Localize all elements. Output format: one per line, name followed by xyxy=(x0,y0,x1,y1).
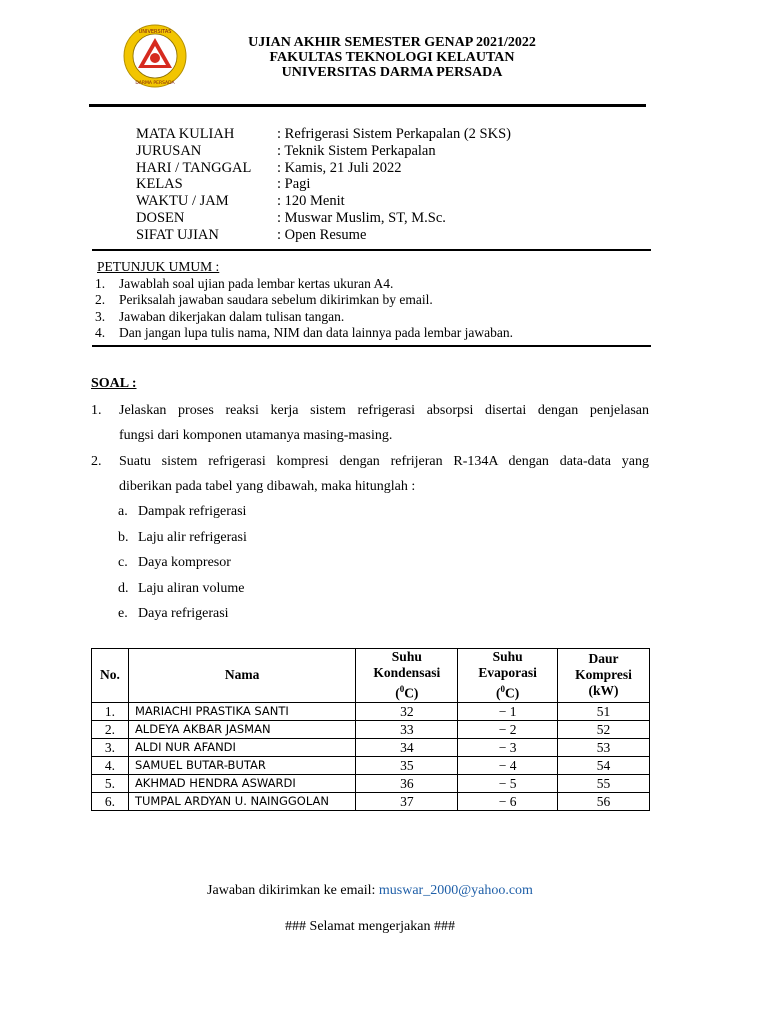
cell-nama: ALDEYA AKBAR JASMAN xyxy=(128,720,355,738)
header-kondensasi xyxy=(356,649,458,703)
header-nama: Nama xyxy=(128,649,355,703)
table-row xyxy=(92,774,650,792)
sub-question xyxy=(118,530,247,546)
instructions-top-rule xyxy=(92,249,651,251)
info-value: : Muswar Muslim, ST, M.Sc. xyxy=(277,209,446,226)
unit-open: ( xyxy=(496,685,501,701)
cell-no: 3. xyxy=(92,738,129,756)
cell-kondensasi: 37 xyxy=(356,792,458,810)
cell-kondensasi: 34 xyxy=(356,738,458,756)
info-label: DOSEN xyxy=(136,209,185,226)
info-value: : Open Resume xyxy=(277,226,367,243)
general-instructions xyxy=(97,259,513,342)
sub-question xyxy=(118,555,231,571)
closing-text: ### Selamat mengerjakan ### xyxy=(285,919,455,934)
info-value: : Pagi xyxy=(277,176,311,193)
info-row xyxy=(136,176,511,193)
questions-title: SOAL : xyxy=(91,376,137,391)
header-no: No. xyxy=(92,649,129,703)
email-instruction xyxy=(0,883,740,899)
info-row xyxy=(136,193,511,210)
header-divider xyxy=(89,104,646,107)
instruction-text: Jawablah soal ujian pada lembar kertas ukuran A4. xyxy=(119,275,394,291)
table-row xyxy=(92,756,650,774)
instruction-item xyxy=(95,292,513,309)
cell-evaporasi: − 2 xyxy=(458,720,558,738)
header-kondensasi-line-2: Kondensasi xyxy=(373,665,441,680)
header-evaporasi-unit xyxy=(458,681,557,702)
cell-daur: 53 xyxy=(558,738,650,756)
table-header-row xyxy=(92,649,650,703)
cell-evaporasi: − 4 xyxy=(458,756,558,774)
info-label: MATA KULIAH xyxy=(136,126,235,142)
sub-letter: c. xyxy=(118,555,128,570)
info-label: WAKTU / JAM xyxy=(136,193,229,210)
question-text-line-1: Suatu sistem refrigerasi kompresi dengan refrijeran R-134A dengan data-data yang xyxy=(119,454,649,469)
question-text-line-1: Jelaskan proses reaksi kerja sistem refrigerasi absorpsi disertai dengan penjelasan xyxy=(119,403,649,418)
info-row xyxy=(136,143,511,160)
sub-text: Laju aliran volume xyxy=(138,581,245,596)
sub-letter: b. xyxy=(118,530,129,545)
cell-evaporasi: − 1 xyxy=(458,702,558,720)
instruction-number: 3. xyxy=(95,308,106,324)
header-line-2: FAKULTAS TEKNOLOGI KELAUTAN xyxy=(269,50,515,65)
sub-text: Laju alir refrigerasi xyxy=(138,530,247,545)
seal-text-top: UNIVERSITAS xyxy=(138,29,172,35)
cell-nama: AKHMAD HENDRA ASWARDI xyxy=(128,774,355,792)
info-label: HARI / TANGGAL xyxy=(136,159,252,176)
header-evaporasi-line-2: Evaporasi xyxy=(478,665,537,680)
header-daur-line-1: Daur xyxy=(588,651,619,667)
table-row xyxy=(92,792,650,810)
cell-evaporasi: − 6 xyxy=(458,792,558,810)
info-row xyxy=(136,126,511,143)
info-value: : 120 Menit xyxy=(277,193,345,210)
sub-letter: e. xyxy=(118,606,128,621)
exam-header xyxy=(200,35,584,80)
unit-degree: 0 xyxy=(399,684,405,694)
info-label: JURUSAN xyxy=(136,142,202,159)
unit-open: ( xyxy=(395,685,400,701)
instruction-number: 1. xyxy=(95,275,106,291)
header-daur-kompresi xyxy=(558,649,650,703)
sub-text: Dampak refrigerasi xyxy=(138,504,247,519)
instruction-text: Dan jangan lupa tulis nama, NIM dan data lainnya pada lembar jawaban. xyxy=(119,325,513,340)
header-kondensasi-unit xyxy=(356,681,457,702)
question-text-line-2: diberikan pada tabel yang dibawah, maka hitunglah : xyxy=(119,479,416,494)
cell-daur: 55 xyxy=(558,774,650,792)
header-line-1: UJIAN AKHIR SEMESTER GENAP 2021/2022 xyxy=(248,35,536,50)
header-daur-line-3: (kW) xyxy=(588,683,619,699)
cell-daur: 56 xyxy=(558,792,650,810)
header-line-3: UNIVERSITAS DARMA PERSADA xyxy=(281,65,503,80)
info-value: : Refrigerasi Sistem Perkapalan (2 SKS) xyxy=(277,126,511,142)
email-prefix: Jawaban dikirimkan ke email: xyxy=(207,883,379,898)
cell-kondensasi: 32 xyxy=(356,702,458,720)
info-row xyxy=(136,210,511,227)
sub-text: Daya kompresor xyxy=(138,555,231,570)
unit-degree: 0 xyxy=(500,684,506,694)
cell-nama: TUMPAL ARDYAN U. NAINGGOLAN xyxy=(128,792,355,810)
cell-no: 6. xyxy=(92,792,129,810)
instruction-number: 4. xyxy=(95,325,106,340)
header-kondensasi-line-1: Suhu xyxy=(391,649,422,664)
email-link[interactable]: muswar_2000@yahoo.com xyxy=(378,883,533,898)
seal-text-bottom: DARMA PERSADA xyxy=(135,81,175,86)
info-value: : Teknik Sistem Perkapalan xyxy=(277,142,436,159)
instructions-bottom-rule xyxy=(92,345,651,347)
cell-nama: ALDI NUR AFANDI xyxy=(128,738,355,756)
sub-letter: a. xyxy=(118,504,128,519)
table-row xyxy=(92,720,650,738)
info-row xyxy=(136,160,511,177)
sub-question xyxy=(118,606,229,622)
table-row xyxy=(92,738,650,756)
sub-text: Daya refrigerasi xyxy=(138,606,229,621)
unit-close: C) xyxy=(404,685,419,701)
cell-no: 5. xyxy=(92,774,129,792)
university-seal-icon xyxy=(123,24,187,88)
info-row xyxy=(136,227,511,244)
info-label: KELAS xyxy=(136,176,183,193)
instruction-text: Periksalah jawaban saudara sebelum dikirimkan by email. xyxy=(119,292,433,307)
table-row xyxy=(92,702,650,720)
unit-close: C) xyxy=(505,685,520,701)
student-data-table xyxy=(91,648,650,811)
instructions-title: PETUNJUK UMUM : xyxy=(97,259,220,274)
instruction-item xyxy=(95,276,513,293)
question-text-line-2: fungsi dari komponen utamanya masing-masing. xyxy=(119,428,393,443)
question-number: 1. xyxy=(91,403,102,418)
instruction-text: Jawaban dikerjakan dalam tulisan tangan. xyxy=(119,308,345,324)
cell-no: 1. xyxy=(92,702,129,720)
cell-daur: 54 xyxy=(558,756,650,774)
cell-kondensasi: 33 xyxy=(356,720,458,738)
cell-no: 4. xyxy=(92,756,129,774)
cell-no: 2. xyxy=(92,720,129,738)
cell-kondensasi: 36 xyxy=(356,774,458,792)
sub-letter: d. xyxy=(118,581,129,596)
cell-evaporasi: − 3 xyxy=(458,738,558,756)
cell-daur: 51 xyxy=(558,702,650,720)
cell-evaporasi: − 5 xyxy=(458,774,558,792)
cell-nama: SAMUEL BUTAR-BUTAR xyxy=(128,756,355,774)
instruction-number: 2. xyxy=(95,292,106,307)
info-value: : Kamis, 21 Juli 2022 xyxy=(277,159,402,176)
instruction-item xyxy=(95,325,513,342)
header-evaporasi-line-1: Suhu xyxy=(492,649,523,664)
cell-daur: 52 xyxy=(558,720,650,738)
cell-kondensasi: 35 xyxy=(356,756,458,774)
header-daur-line-2: Kompresi xyxy=(575,667,632,683)
cell-nama: MARIACHI PRASTIKA SANTI xyxy=(128,702,355,720)
sub-question xyxy=(118,581,245,597)
course-info xyxy=(136,126,511,244)
instruction-item xyxy=(95,309,513,326)
info-label: SIFAT UJIAN xyxy=(136,226,219,243)
sub-question xyxy=(118,504,246,520)
header-evaporasi xyxy=(458,649,558,703)
question-number: 2. xyxy=(91,454,102,469)
